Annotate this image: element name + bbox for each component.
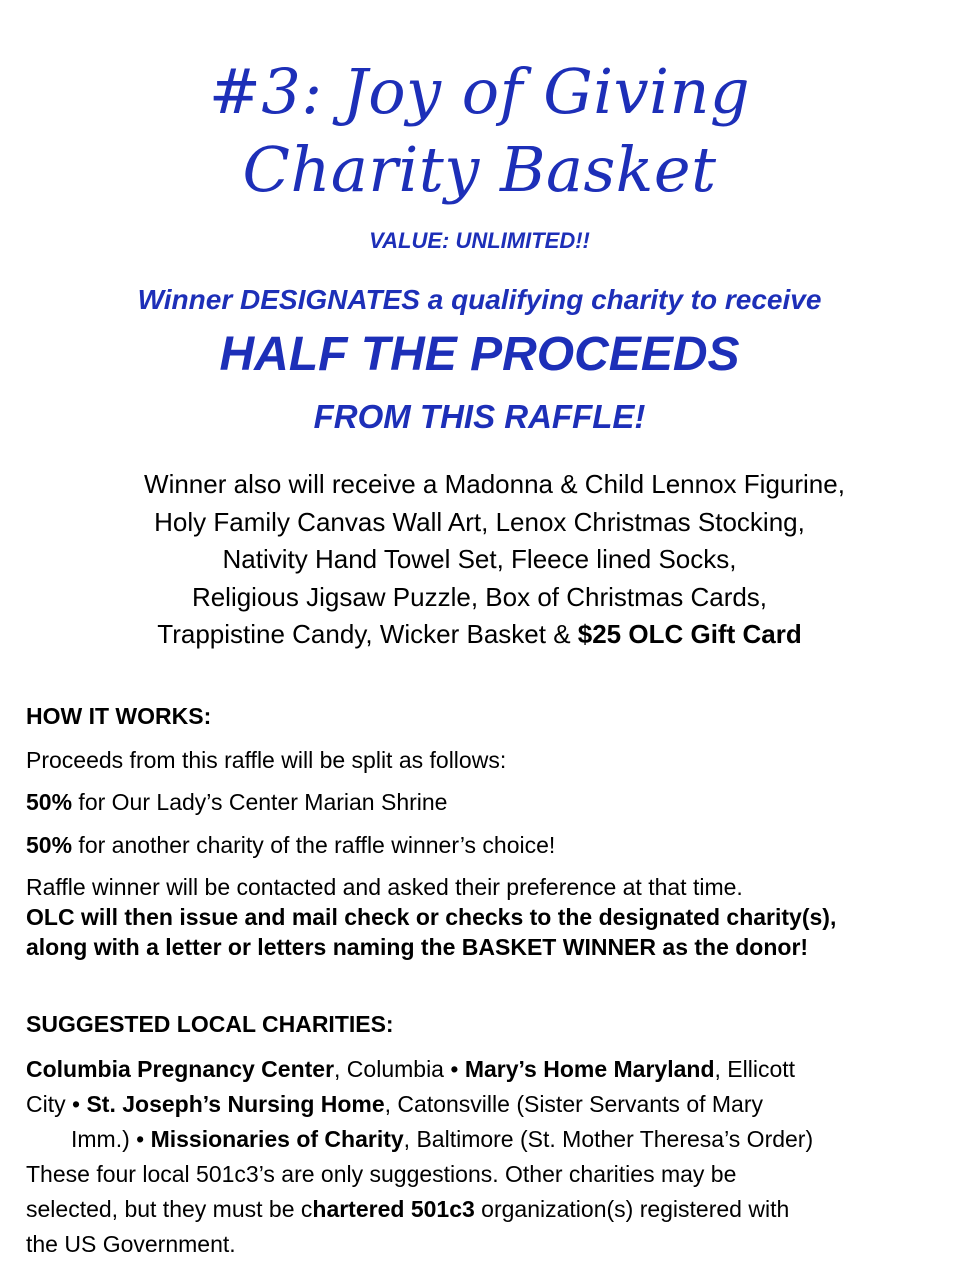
charity-4-location: , Baltimore (St. Mother Theresa’s Order) bbox=[403, 1126, 814, 1152]
share-1-text: for Our Lady’s Center Marian Shrine bbox=[72, 789, 448, 815]
chartered-501c3-text: hartered 501c3 bbox=[312, 1196, 475, 1222]
issue-line-2: along with a letter or letters naming the BASKET WINNER as the donor! bbox=[26, 934, 809, 960]
contact-paragraph bbox=[26, 872, 936, 962]
share-2-text: for another charity of the raffle winner’s choice! bbox=[72, 832, 556, 858]
charities-line-1 bbox=[26, 1052, 936, 1087]
prize-line-1: Winner also will receive a Madonna & Child Lennox Figurine, bbox=[144, 469, 845, 499]
prize-line-3: Nativity Hand Towel Set, Fleece lined Socks, bbox=[222, 544, 737, 574]
charity-1-location: , Columbia • bbox=[334, 1056, 465, 1082]
how-it-works-heading: HOW IT WORKS: bbox=[26, 703, 212, 729]
share-line-1 bbox=[26, 786, 936, 818]
prize-line-5 bbox=[0, 616, 959, 654]
contact-line: Raffle winner will be contacted and asked their preference at that time. bbox=[26, 874, 743, 900]
note-line-3: the US Government. bbox=[26, 1231, 236, 1257]
designates-line: Winner DESIGNATES a qualifying charity to receive bbox=[137, 284, 822, 315]
prize-line-5-text: Trappistine Candy, Wicker Basket & bbox=[157, 619, 578, 649]
prize-list bbox=[0, 466, 959, 654]
suggested-charities-heading: SUGGESTED LOCAL CHARITIES: bbox=[26, 1011, 394, 1037]
split-intro: Proceeds from this raffle will be split as follows: bbox=[26, 747, 507, 773]
charities-line-2-prefix: City • bbox=[26, 1091, 87, 1117]
title-line-1: #3: Joy of Giving bbox=[208, 55, 751, 128]
charity-3-name: St. Joseph’s Nursing Home bbox=[86, 1091, 385, 1117]
gift-card-text: $25 OLC Gift Card bbox=[577, 619, 802, 649]
title-line-2: Charity Basket bbox=[242, 133, 717, 206]
note-line-2 bbox=[26, 1192, 936, 1227]
charity-2-location: , Ellicott bbox=[714, 1056, 796, 1082]
prize-line-4: Religious Jigsaw Puzzle, Box of Christmas Cards, bbox=[191, 581, 768, 612]
charity-2-name: Mary’s Home Maryland bbox=[464, 1056, 715, 1082]
charities-line-3 bbox=[26, 1122, 936, 1157]
charities-line-2 bbox=[26, 1087, 936, 1122]
share-line-2 bbox=[26, 829, 936, 861]
issue-line-1: OLC will then issue and mail check or checks to the designated charity(s), bbox=[26, 904, 837, 930]
share-2-percent: 50% bbox=[26, 832, 73, 858]
charity-3-location: , Catonsville (Sister Servants of Mary bbox=[384, 1091, 763, 1117]
note-line-2-suffix: organization(s) registered with bbox=[474, 1196, 790, 1222]
from-raffle-line: FROM THIS RAFFLE! bbox=[313, 398, 646, 435]
charity-1-name: Columbia Pregnancy Center bbox=[26, 1056, 335, 1082]
charities-paragraph bbox=[26, 1052, 936, 1262]
half-proceeds-line: HALF THE PROCEEDS bbox=[219, 328, 740, 381]
charities-line-3-prefix: Imm.) • bbox=[71, 1126, 151, 1152]
charity-4-name: Missionaries of Charity bbox=[150, 1126, 404, 1152]
note-line-2-prefix: selected, but they must be c bbox=[26, 1196, 313, 1222]
share-1-percent: 50% bbox=[26, 789, 73, 815]
note-line-1: These four local 501c3’s are only suggestions. Other charities may be bbox=[26, 1161, 737, 1187]
value-line: VALUE: UNLIMITED!! bbox=[369, 228, 590, 253]
prize-line-2: Holy Family Canvas Wall Art, Lenox Christmas Stocking, bbox=[154, 506, 805, 537]
